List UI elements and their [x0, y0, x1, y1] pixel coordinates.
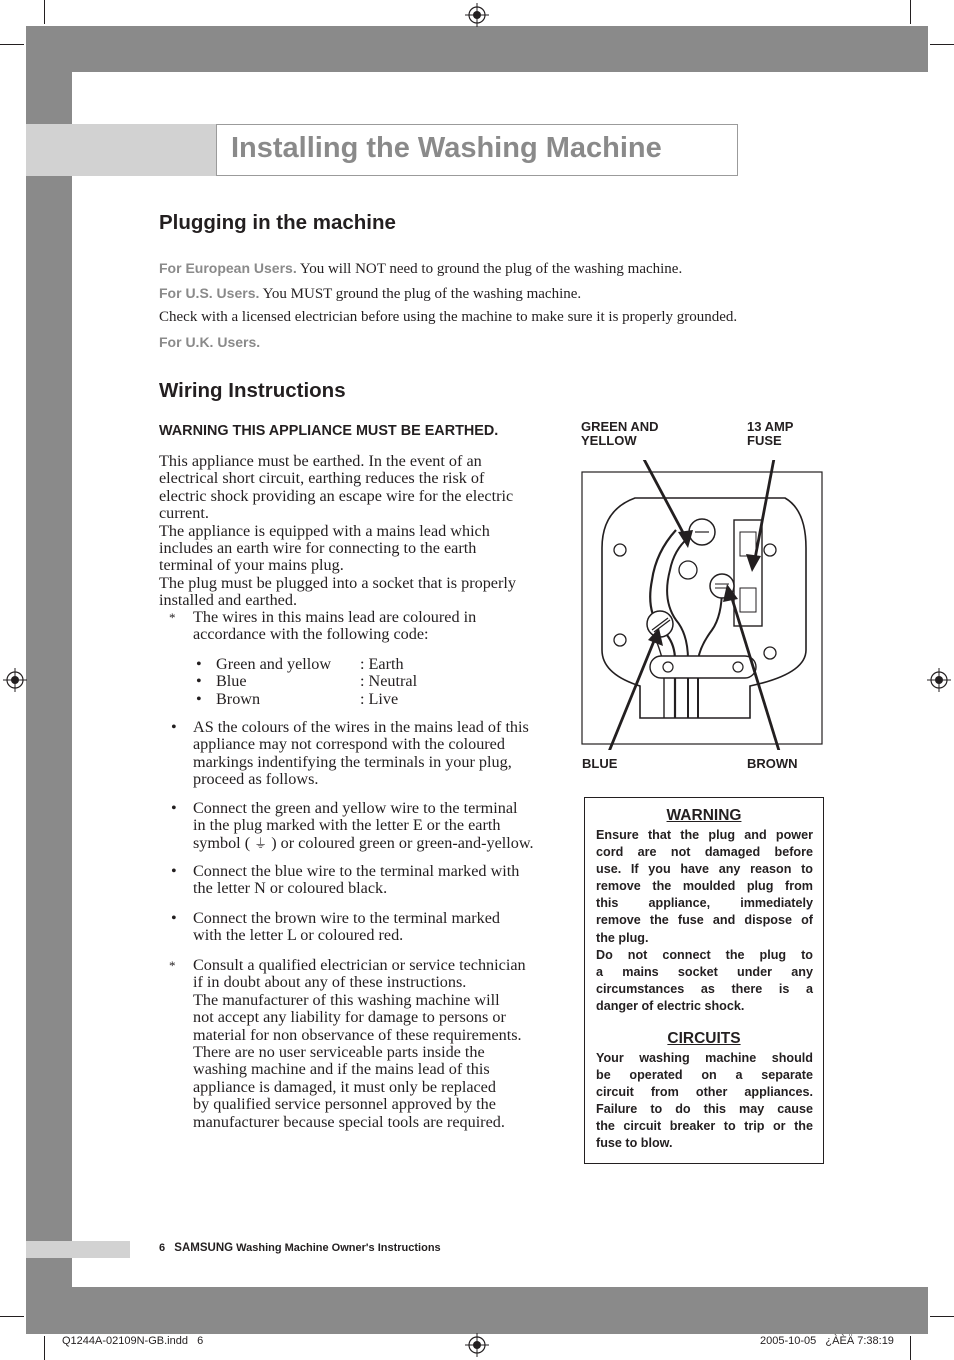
label-blue: BLUE	[582, 756, 618, 771]
para-line: The plug must be plugged into a socket that is properly	[159, 573, 516, 592]
note-line: Consult a qualified electrician or service technician	[193, 956, 526, 974]
label-green-yellow: GREEN AND YELLOW	[581, 419, 659, 448]
us-text: You MUST ground the plug of the washing machine.	[259, 286, 582, 302]
colour-code-list	[196, 656, 496, 708]
code-row: • Blue : Neutral	[196, 672, 418, 691]
registration-mark-icon	[465, 3, 489, 27]
registration-mark-icon	[927, 668, 951, 692]
slug-file: Q1244A-02109N-GB.indd 6	[62, 1335, 204, 1347]
bullet-line: the letter N or coloured black.	[193, 879, 388, 898]
brand-name: SAMSUNG	[174, 1242, 234, 1254]
para-line: current.	[159, 504, 209, 523]
para-line: terminal of your mains plug.	[159, 556, 344, 575]
bullet-line: appliance may not correspond with the coloured	[193, 735, 505, 754]
code-meaning: : Neutral	[360, 672, 418, 691]
code-meaning: : Live	[360, 689, 399, 708]
bullet-line: symbol ( ⏚ ) or coloured green or green-and-yellow.	[193, 833, 534, 852]
circuits-text: Your washing machine should be operated on a separate circuit from other appliances. Failure to do this may cause the circuit breaker to trip or the fuse to blow.	[596, 1051, 813, 1151]
title-band	[26, 124, 216, 176]
warning-text: Ensure that the plug and power cord are not damaged before use. If you have any reason to remove the moulded plug from this appliance, immediately remove the fuse and dispose of the plug. Do not connect the plug to a mains socket under any circumstances as there is a danger of electric shock.	[596, 828, 813, 1013]
para-line: electric shock providing an escape wire for the electric	[159, 486, 514, 505]
us-line	[159, 283, 581, 304]
registration-mark-icon	[3, 668, 27, 692]
note-line: material for non observance of these requirements.	[193, 1025, 522, 1044]
bullet-line: Connect the blue wire to the terminal marked with	[193, 862, 520, 880]
wiring-heading: Wiring Instructions	[159, 379, 346, 402]
label-brown: BROWN	[747, 756, 798, 771]
plugging-heading: Plugging in the machine	[159, 211, 396, 234]
wiring-paragraphs	[159, 453, 569, 610]
bullet-line: AS the colours of the wires in the mains lead of this	[193, 718, 529, 736]
crop-mark	[930, 1316, 954, 1317]
frame-left	[26, 26, 72, 1334]
note-line: if in doubt about any of these instructions.	[193, 973, 467, 992]
crop-mark	[0, 1316, 24, 1317]
para-line: includes an earth wire for connecting to the earth	[159, 539, 477, 558]
footer-band	[26, 1241, 130, 1258]
page-title: Installing the Washing Machine	[231, 132, 662, 164]
page-number: 6	[159, 1242, 166, 1254]
warning-title: WARNING	[666, 807, 742, 824]
crop-mark	[44, 1336, 45, 1360]
crop-mark	[44, 0, 45, 24]
check-line: Check with a licensed electrician before using the machine to make sure it is properly grounded.	[159, 309, 738, 325]
bullet-line: markings indentifying the terminals in your plug,	[193, 752, 512, 771]
note-line: There are no user serviceable parts inside the	[193, 1043, 485, 1062]
slug-date: 2005-10-05 ¿ÀÈÄ 7:38:19	[760, 1335, 894, 1347]
eu-line	[159, 258, 682, 279]
code-row: • Brown : Live	[196, 689, 399, 708]
uk-line	[159, 332, 260, 353]
frame-bottom	[26, 1287, 928, 1334]
note-line: The manufacturer of this washing machine will	[193, 990, 500, 1009]
earthed-warning: WARNING THIS APPLIANCE MUST BE EARTHED.	[159, 423, 499, 439]
bullet-line: in the plug marked with the letter E or the earth	[193, 816, 501, 835]
note-line: not accept any liability for damage to persons or	[193, 1008, 506, 1027]
crop-mark	[910, 0, 911, 24]
eu-label: For European Users.	[159, 260, 297, 276]
crop-mark	[0, 44, 24, 45]
note-line: accordance with the following code:	[193, 625, 429, 644]
crop-mark	[910, 1336, 911, 1360]
eu-text: You will NOT need to ground the plug of the washing machine.	[296, 261, 683, 277]
code-wire: Green and yellow	[216, 655, 332, 673]
star-marker: *	[169, 958, 176, 973]
label-fuse: 13 AMP FUSE	[747, 419, 794, 448]
para-line: This appliance must be earthed. In the event of an	[159, 452, 482, 470]
para-line: The appliance is equipped with a mains lead which	[159, 521, 490, 540]
note-line: by qualified service personnel approved by the	[193, 1095, 496, 1114]
bullet-line: proceed as follows.	[193, 770, 319, 789]
code-wire: Blue	[216, 672, 247, 691]
note-line: appliance is damaged, it must only be replaced	[193, 1077, 496, 1096]
star-marker: *	[169, 610, 176, 625]
code-wire: Brown	[216, 689, 261, 708]
note-line: washing machine and if the mains lead of this	[193, 1060, 490, 1079]
frame-top	[26, 26, 928, 72]
note-line: The wires in this mains lead are coloured in	[193, 608, 477, 626]
para-line: installed and earthed.	[159, 591, 297, 610]
bullet-line: Connect the brown wire to the terminal marked	[193, 909, 501, 927]
bullet-line: with the letter L or coloured red.	[193, 926, 404, 945]
warning-box	[584, 797, 824, 1164]
bullet-line: Connect the green and yellow wire to the terminal	[193, 799, 518, 817]
registration-mark-icon	[465, 1333, 489, 1357]
earth-symbol-icon: ⏚	[254, 836, 268, 852]
plug-wiring-diagram	[580, 460, 825, 750]
code-meaning: : Earth	[360, 655, 404, 673]
circuits-title: CIRCUITS	[667, 1030, 741, 1047]
doc-title: Washing Machine Owner's Instructions	[236, 1242, 441, 1254]
page-footer	[159, 1242, 441, 1254]
code-row: • Green and yellow : Earth	[196, 655, 404, 673]
us-label: For U.S. Users.	[159, 285, 260, 301]
para-line: electrical short circuit, earthing reduces the risk of	[159, 469, 485, 488]
crop-mark	[930, 44, 954, 45]
note-line: manufacturer because special tools are required.	[193, 1112, 505, 1131]
uk-label: For U.K. Users.	[159, 334, 261, 350]
